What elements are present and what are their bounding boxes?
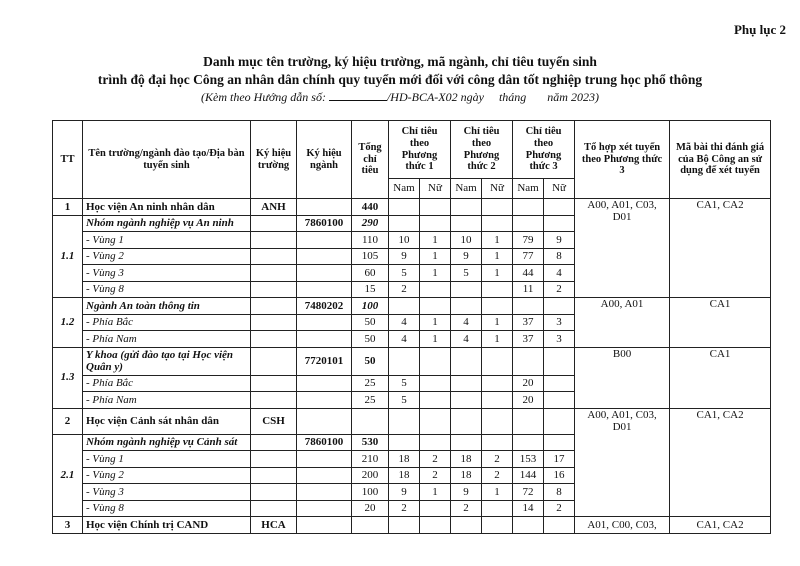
cell-m2-male: 5 [451, 265, 482, 282]
header-m3-male: Nam [513, 179, 544, 199]
subtitle-blank [329, 90, 387, 101]
cell-m3-female: 8 [544, 484, 575, 501]
row-total: 25 [352, 375, 389, 392]
row-total: 20 [352, 500, 389, 517]
row-school-code: HCA [251, 517, 297, 534]
cell-m3-female: 3 [544, 331, 575, 348]
row-major-code: 7860100 [297, 215, 352, 232]
row-total: 210 [352, 451, 389, 468]
cell-m1-male: 4 [389, 331, 420, 348]
cell-m1-male: 2 [389, 500, 420, 517]
cell-m2-female: 2 [482, 451, 513, 468]
cell-m3-male: 14 [513, 500, 544, 517]
subtitle-part1: (Kèm theo Hướng dẫn số: [201, 90, 326, 104]
row-name: - Vùng 1 [83, 232, 251, 249]
row-school-code: CSH [251, 408, 297, 434]
header-m2-male: Nam [451, 179, 482, 199]
row-major-code: 7480202 [297, 298, 352, 315]
row-total: 15 [352, 281, 389, 298]
cell-m1-male: 18 [389, 451, 420, 468]
row-name: Ngành An toàn thông tin [83, 298, 251, 315]
header-name: Tên trường/ngành đào tạo/Địa bàn tuyển sinh [83, 121, 251, 199]
row-combo: A00, A01, C03, D01 [575, 408, 670, 517]
cell-m3-female: 2 [544, 500, 575, 517]
cell-m3-male: 77 [513, 248, 544, 265]
table-row [53, 408, 771, 434]
cell-m3-female: 8 [544, 248, 575, 265]
row-total: 50 [352, 314, 389, 331]
row-exam: CA1, CA2 [670, 517, 771, 534]
cell-m1-male: 5 [389, 265, 420, 282]
header-method3: Chỉ tiêu theo Phương thức 3 [513, 121, 575, 179]
cell-m2-male: 9 [451, 484, 482, 501]
table-row [53, 298, 771, 315]
cell-m3-female: 16 [544, 467, 575, 484]
row-name: Học viện Cảnh sát nhân dân [83, 408, 251, 434]
cell-m1-female: 1 [420, 232, 451, 249]
row-combo: A01, C00, C03, [575, 517, 670, 534]
cell-m2-female: 1 [482, 484, 513, 501]
row-tt: 1.1 [53, 215, 83, 298]
row-total: 25 [352, 392, 389, 409]
cell-m2-female: 1 [482, 314, 513, 331]
row-total: 100 [352, 298, 389, 315]
cell-m3-male: 37 [513, 331, 544, 348]
cell-m1-male: 5 [389, 392, 420, 409]
table-row [53, 517, 771, 534]
cell-m2-male: 9 [451, 248, 482, 265]
cell-m1-female: 1 [420, 248, 451, 265]
row-name: Y khoa (gửi đào tạo tại Học viện Quân y) [83, 347, 251, 375]
cell-m2-male: 18 [451, 451, 482, 468]
appendix-label: Phụ lục 2 [733, 22, 786, 37]
row-name: - Vùng 3 [83, 484, 251, 501]
subtitle-part4: năm 2023) [547, 90, 599, 104]
cell-m3-female: 2 [544, 281, 575, 298]
header-exam: Mã bài thi đánh giá của Bộ Công an sử dụng để xét tuyển [670, 121, 771, 199]
row-name: - Phía Nam [83, 392, 251, 409]
cell-m1-male: 4 [389, 314, 420, 331]
table-row [53, 199, 771, 216]
cell-m3-male: 37 [513, 314, 544, 331]
cell-m2-female: 1 [482, 248, 513, 265]
header-m3-female: Nữ [544, 179, 575, 199]
header-total: Tổng chỉ tiêu [352, 121, 389, 199]
row-school-code: ANH [251, 199, 297, 216]
row-combo: A00, A01, C03, D01 [575, 199, 670, 298]
cell-m2-male: 10 [451, 232, 482, 249]
document-title-line2: trình độ đại học Công an nhân dân chính quy tuyển mới đối với công dân tốt nghiệp trung học phổ thông [97, 72, 703, 87]
row-major-code: 7860100 [297, 434, 352, 451]
row-name: - Vùng 1 [83, 451, 251, 468]
cell-m1-male: 18 [389, 467, 420, 484]
cell-m2-male: 18 [451, 467, 482, 484]
cell-m3-male: 44 [513, 265, 544, 282]
cell-m2-female: 1 [482, 331, 513, 348]
row-name: - Vùng 2 [83, 467, 251, 484]
cell-m1-female: 1 [420, 331, 451, 348]
row-name: Nhóm ngành nghiệp vụ An ninh [83, 215, 251, 232]
row-tt: 1 [53, 199, 83, 216]
row-exam: CA1 [670, 298, 771, 348]
cell-m1-male: 5 [389, 375, 420, 392]
row-total: 60 [352, 265, 389, 282]
cell-m1-female: 2 [420, 467, 451, 484]
cell-m1-male: 10 [389, 232, 420, 249]
cell-m1-female: 1 [420, 314, 451, 331]
row-tt: 1.3 [53, 347, 83, 408]
cell-m2-female: 2 [482, 467, 513, 484]
cell-m3-male: 72 [513, 484, 544, 501]
subtitle-part2: /HD-BCA-X02 ngày [386, 90, 484, 104]
header-combo: Tổ hợp xét tuyển theo Phương thức 3 [575, 121, 670, 199]
cell-m2-male: 4 [451, 331, 482, 348]
header-method1: Chỉ tiêu theo Phương thức 1 [389, 121, 451, 179]
row-name: Học viện Chính trị CAND [83, 517, 251, 534]
row-total: 50 [352, 331, 389, 348]
header-school-code: Ký hiệu trường [251, 121, 297, 199]
cell-m1-female: 1 [420, 484, 451, 501]
row-combo: B00 [575, 347, 670, 408]
row-exam: CA1 [670, 347, 771, 408]
cell-m2-male: 4 [451, 314, 482, 331]
row-total: 200 [352, 467, 389, 484]
cell-m3-male: 20 [513, 392, 544, 409]
row-name: Nhóm ngành nghiệp vụ Cảnh sát [83, 434, 251, 451]
document-subtitle [0, 90, 800, 105]
cell-m3-male: 144 [513, 467, 544, 484]
row-major-code: 7720101 [297, 347, 352, 375]
cell-m1-male: 2 [389, 281, 420, 298]
cell-m2-female: 1 [482, 232, 513, 249]
row-total: 100 [352, 484, 389, 501]
row-tt: 1.2 [53, 298, 83, 348]
cell-m2-male: 2 [451, 500, 482, 517]
row-name: - Phía Bắc [83, 314, 251, 331]
row-name: - Vùng 3 [83, 265, 251, 282]
header-m1-male: Nam [389, 179, 420, 199]
header-major-code: Ký hiệu ngành [297, 121, 352, 199]
cell-m2-female: 1 [482, 265, 513, 282]
cell-m3-female: 9 [544, 232, 575, 249]
cell-m3-female: 17 [544, 451, 575, 468]
row-name: - Vùng 2 [83, 248, 251, 265]
row-name: Học viện An ninh nhân dân [83, 199, 251, 216]
document-title-line1: Danh mục tên trường, ký hiệu trường, mã ngành, chỉ tiêu tuyển sinh [203, 54, 597, 69]
header-tt: TT [53, 121, 83, 199]
cell-m1-male: 9 [389, 248, 420, 265]
cell-m3-male: 153 [513, 451, 544, 468]
cell-m1-male: 9 [389, 484, 420, 501]
subtitle-part3: tháng [498, 90, 527, 104]
row-tt: 2.1 [53, 434, 83, 517]
header-m2-female: Nữ [482, 179, 513, 199]
cell-m3-female: 4 [544, 265, 575, 282]
row-exam: CA1, CA2 [670, 199, 771, 298]
admission-quota-table [52, 120, 771, 534]
cell-m1-female: 1 [420, 265, 451, 282]
cell-m3-male: 20 [513, 375, 544, 392]
row-tt: 2 [53, 408, 83, 434]
row-total: 50 [352, 347, 389, 375]
row-total: 290 [352, 215, 389, 232]
cell-m1-female: 2 [420, 451, 451, 468]
row-name: - Vùng 8 [83, 500, 251, 517]
header-method2: Chỉ tiêu theo Phương thức 2 [451, 121, 513, 179]
row-name: - Phía Bắc [83, 375, 251, 392]
row-name: - Phía Nam [83, 331, 251, 348]
cell-m3-female: 3 [544, 314, 575, 331]
row-total: 530 [352, 434, 389, 451]
row-name: - Vùng 8 [83, 281, 251, 298]
cell-m3-male: 79 [513, 232, 544, 249]
row-combo: A00, A01 [575, 298, 670, 348]
header-m1-female: Nữ [420, 179, 451, 199]
row-total: 110 [352, 232, 389, 249]
table-row [53, 347, 771, 375]
row-total: 440 [352, 199, 389, 216]
row-tt: 3 [53, 517, 83, 534]
row-total: 105 [352, 248, 389, 265]
cell-m3-male: 11 [513, 281, 544, 298]
row-exam: CA1, CA2 [670, 408, 771, 517]
